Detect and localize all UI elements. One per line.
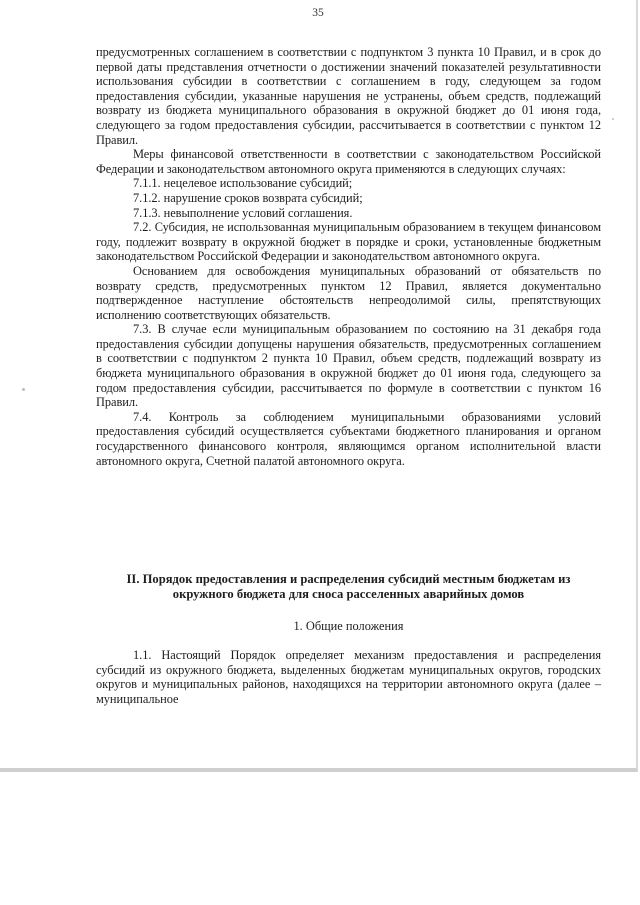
document-body-top: [96, 45, 601, 468]
list-item-7-1-3: 7.1.3. невыполнение условий соглашения.: [133, 205, 353, 220]
page-number: 35: [312, 7, 324, 19]
section-heading: II. Порядок предоставления и распределения субсидий местным бюджетам из окружного бюджета для сноса расселенных аварийных домов: [126, 572, 571, 601]
paragraph-7-2: 7.2. Субсидия, не использованная муниципальным образованием в текущем финансовом году, подлежит возврату в окружной бюджет в порядке и сроки, установленные бюджетным законодательством Российской Федерации и законодательством автономного округа.: [96, 220, 601, 264]
paragraph-exemption: Основанием для освобождения муниципальных образований от обязательств по возврату средств, предусмотренных пунктом 12 Правил, является документально подтвержденное наступление обстоятельств непреодолимой силы, препятствующих исполнению соответствующих обязательств.: [96, 263, 601, 322]
section-subheading: 1. Общие положения: [293, 619, 404, 633]
list-item-7-1-2: 7.1.2. нарушение сроков возврата субсидий;: [133, 190, 363, 205]
document-body-bottom: [96, 648, 601, 706]
list-item-7-1-1: 7.1.1. нецелевое использование субсидий;: [133, 176, 353, 191]
paragraph-7-4: 7.4. Контроль за соблюдением муниципальными образованиями условий предоставления субсидий осуществляется субъектами бюджетного планирования и органом государственного финансового контроля, являющимся органом исполнительной власти автономного округа, Счетной палатой автономного округа.: [96, 409, 601, 468]
paragraph-continuation: предусмотренных соглашением в соответствии с подпунктом 3 пункта 10 Правил, и в срок до первой даты представления отчетности о достижении значений показателей результативности использования субсидии в соответствии с соглашением в году, следующем за годом предоставления субсидии, указанные нарушения не устранены, объем средств, подлежащий возврату из бюджета муниципального образования в окружной бюджет до 01 июня года, следующего за годом предоставления субсидии, рассчитывается в соответствии с пунктом 12 Правил.: [96, 45, 601, 147]
paragraph-liability-measures: Меры финансовой ответственности в соответствии с законодательством Российской Федерации и законодательством автономного округа применяются в следующих случаях:: [96, 147, 601, 176]
paragraph-1-1: 1.1. Настоящий Порядок определяет механизм предоставления и распределения субсидий из окружного бюджета, выделенных бюджетам муниципальных округов, городских округов и муниципальных районов, находящихся на территории автономного округа (далее – муниципальное: [96, 648, 601, 706]
scan-artifact: [22, 388, 25, 391]
paragraph-7-3: 7.3. В случае если муниципальным образованием по состоянию на 31 декабря года предоставления субсидии допущены нарушения обязательств, предусмотренных соглашением в соответствии с подпунктом 2 пункта 10 Правил, объем средств, подлежащий возврату из бюджета муниципального образования в окружной бюджет до 01 июня года, следующего за годом предоставления субсидии, рассчитывается по формуле в соответствии с пунктом 16 Правил.: [96, 322, 601, 410]
scan-artifact: [612, 118, 614, 120]
